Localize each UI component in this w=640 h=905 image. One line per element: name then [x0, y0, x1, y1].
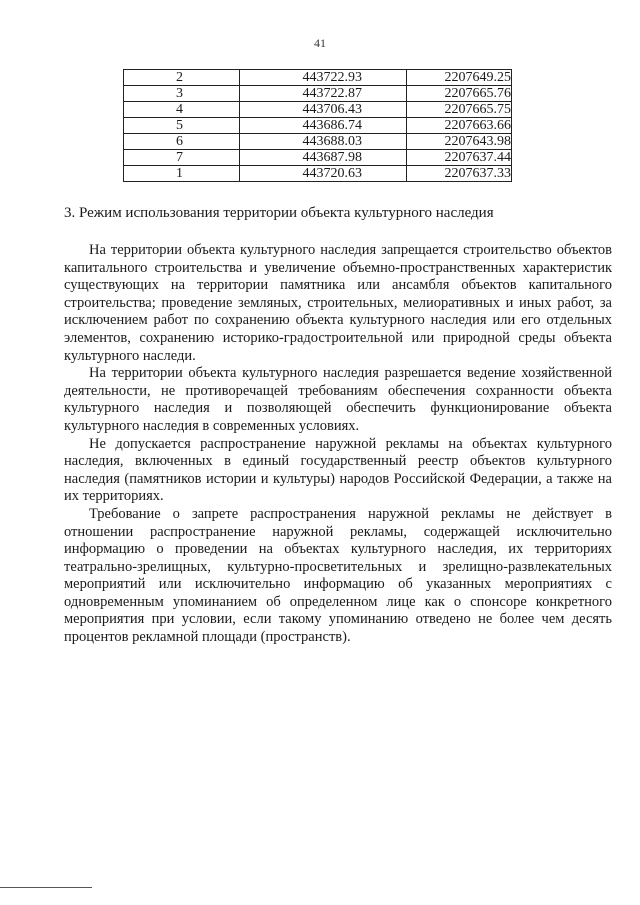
table-row [124, 150, 512, 166]
table-row [124, 134, 512, 150]
paragraph-construction-prohibition: На территории объекта культурного наследия запрещается строительство объектов капитального строительства и увеличение объемно-пространственных характеристик существующих на территории памятника или ансамбля объектов капитального строительства; проведение земляных, строительных, мелиоративных и иных работ, за исключением работ по сохранению объекта культурного наследия или его отдельных элементов, сохранению историко-градостроительной или природной среды объекта культурного наследи. [64, 242, 612, 364]
table-row [124, 86, 512, 102]
section-body [64, 242, 612, 647]
coordinates-table-body [124, 70, 512, 182]
x-coordinate-cell: 443720.63 [240, 166, 406, 182]
table-row [124, 118, 512, 134]
x-coordinate-cell: 443687.98 [240, 150, 406, 166]
y-coordinate-cell: 2207637.44 [406, 150, 512, 166]
point-number-cell: 1 [124, 166, 240, 182]
point-number-cell: 6 [124, 134, 240, 150]
table-row [124, 70, 512, 86]
paragraph-advertising-exception: Требование о запрете распространения наружной рекламы не действует в отношении распространение наружной рекламы, содержащей исключительно информацию о проведении на объектах культурного наследия, их территориях театрально-зрелищных, культурно-просветительных и зрелищно-развлекательных мероприятий или исключительно информацию об указанных мероприятиях с одновременным упоминанием об определенном лице как о спонсоре конкретного мероприятия при условии, если такому упоминанию отведено не более чем десять процентов рекламной площади (пространств). [64, 505, 612, 646]
point-number-cell: 5 [124, 118, 240, 134]
table-row [124, 166, 512, 182]
y-coordinate-cell: 2207643.98 [406, 134, 512, 150]
x-coordinate-cell: 443722.93 [240, 70, 406, 86]
x-coordinate-cell: 443722.87 [240, 86, 406, 102]
x-coordinate-cell: 443688.03 [240, 134, 406, 150]
section-heading: 3. Режим использования территории объекта культурного наследия [64, 205, 494, 221]
footer-rule [0, 887, 92, 888]
point-number-cell: 7 [124, 150, 240, 166]
table-row [124, 102, 512, 118]
point-number-cell: 2 [124, 70, 240, 86]
paragraph-advertising-prohibition: Не допускается распространение наружной рекламы на объектах культурного наследия, включенных в единый государственный реестр объектов культурного наследия (памятников истории и культуры) народов Российской Федерации, а также на их территориях. [64, 435, 612, 505]
page-number: 41 [314, 36, 326, 50]
point-number-cell: 4 [124, 102, 240, 118]
y-coordinate-cell: 2207637.33 [406, 166, 512, 182]
coordinates-table [123, 69, 512, 182]
y-coordinate-cell: 2207665.75 [406, 102, 512, 118]
x-coordinate-cell: 443686.74 [240, 118, 406, 134]
y-coordinate-cell: 2207665.76 [406, 86, 512, 102]
y-coordinate-cell: 2207663.66 [406, 118, 512, 134]
x-coordinate-cell: 443706.43 [240, 102, 406, 118]
point-number-cell: 3 [124, 86, 240, 102]
y-coordinate-cell: 2207649.25 [406, 70, 512, 86]
paragraph-economic-activity: На территории объекта культурного наследия разрешается ведение хозяйственной деятельности, не противоречащей требованиям обеспечения сохранности объекта культурного наследия и позволяющей обеспечить функционирование объекта культурного наследия в современных условиях. [64, 365, 612, 434]
